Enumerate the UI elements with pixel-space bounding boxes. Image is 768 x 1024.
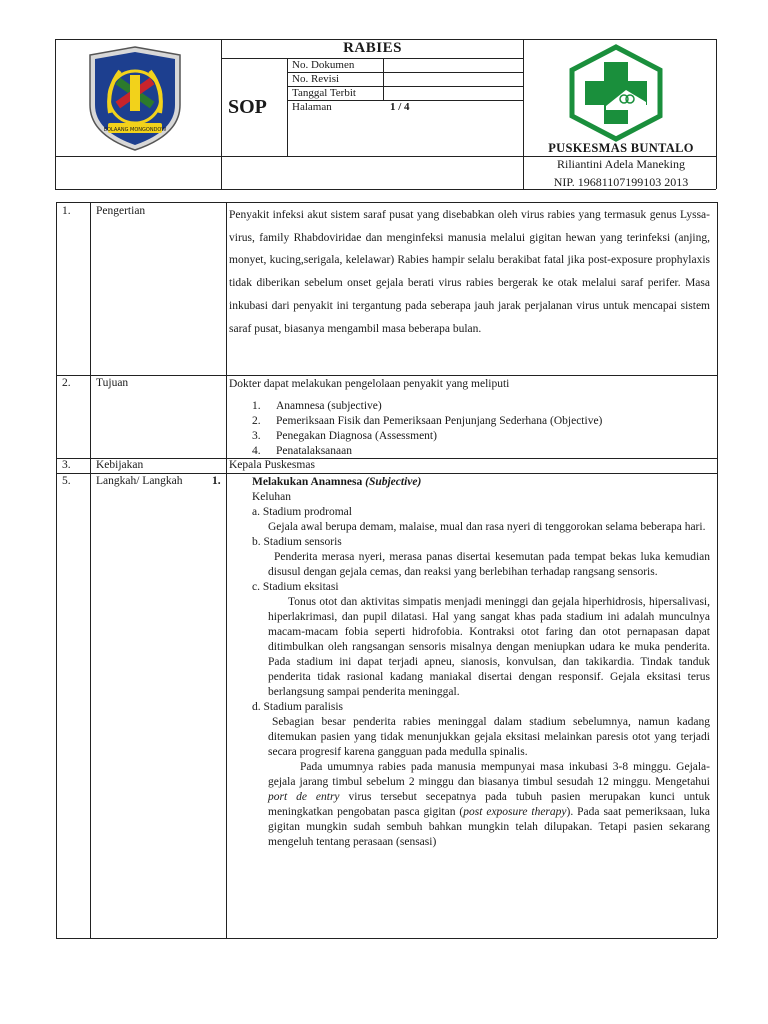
puskesmas-name: PUSKESMAS BUNTALO <box>548 141 694 155</box>
step-number: 1. <box>212 475 221 487</box>
row-langkah-number: 5. <box>62 475 71 487</box>
closing-paragraph: Pada umumnya rabies pada manusia mempunyai masa inkubasi 3-8 minggu. Gejala-gejala jarang timbul sebelum 2 minggu dan biasanya timbul sesudah 12 minggu. Mengetahui port de entry virus tersebut secepatnya pada tubuh pasien merupakan kunci untuk meningkatkan pengobatan pasca gigitan (post exposure therapy). Pada saat pemeriksaan, luka gigitan mungkin sudah sembuh bahkan mungkin telah dilupakan. Tetapi pasien sekarang mengeluh tentang perasaan (sensasi) <box>268 761 711 848</box>
signer-nip: NIP. 19681107199103 2013 <box>553 175 689 189</box>
stage-a-text: Gejala awal berupa demam, malaise, mual dan rasa nyeri di tenggorokan selama beberapa hari. <box>268 521 706 533</box>
row-kebijakan-number: 3. <box>62 459 71 471</box>
list-item: 2. Pemeriksaan Fisik dan Pemeriksaan Penjunjang Sederhana (Objective) <box>252 415 603 427</box>
pengertian-text: Penyakit infeksi akut sistem saraf pusat yang disebabkan oleh virus rabies yang termasuk genus Lyssa-virus, family Rhabdoviridae dan menginfeksi manusia melalui gigitan hewan yang terinfeksi (anjing, monyet, kucing,serigala, kelelawar) Rabies hampir selalu berakibat fatal jika post-exposure prophylaxis tidak diberikan sebelum onset gejala berati virus rabies bergerak ke otak melalui saraf perifer. Masa inkubasi dari penyakit ini tergantung pada seberapa jauh jarak perjalanan virus untuk mencapai sistem saraf pusat, biasanya mengambil masa beberapa bulan. <box>229 209 710 335</box>
list-item: 4. Penatalaksanaan <box>252 445 352 457</box>
bolaang-mongondow-logo <box>86 45 184 152</box>
halaman-label: Halaman <box>292 101 332 113</box>
puskesmas-logo <box>566 44 666 142</box>
row-langkah-label: Langkah/ Langkah <box>96 475 183 487</box>
tujuan-intro: Dokter dapat melakukan pengelolaan penyakit yang meliputi <box>229 378 510 390</box>
tujuan-list <box>252 399 602 459</box>
no-revisi-label: No. Revisi <box>292 73 340 85</box>
stage-b-title: b. Stadium sensoris <box>252 536 342 548</box>
row-pengertian-number: 1. <box>62 205 71 217</box>
langkah-content <box>252 475 710 850</box>
row-tujuan-label: Tujuan <box>96 377 129 389</box>
stage-d-title: d. Stadium paralisis <box>252 701 344 713</box>
no-dokumen-label: No. Dokumen <box>292 59 355 71</box>
tanggal-terbit-label: Tanggal Terbit <box>292 87 356 99</box>
row-kebijakan-label: Kebijakan <box>96 459 144 471</box>
list-item: 3. Penegakan Diagnosa (Assessment) <box>252 430 437 442</box>
stage-a-title: a. Stadium prodromal <box>252 506 352 518</box>
step-title: Melakukan Anamnesa (Subjective) <box>252 476 422 488</box>
document-title: RABIES <box>343 40 402 56</box>
sop-label: SOP <box>228 96 267 118</box>
stage-d-text: Sebagian besar penderita rabies meninggal dalam stadium sebelumnya, namun kadang ditemukan pasien yang tidak menunjukkan gejala eksitasi melainkan paresis otot yang terjadi secara progresif karena gangguan pada medulla spinalis. <box>268 716 710 758</box>
stage-c-title: c. Stadium eksitasi <box>252 581 339 593</box>
logo-caption: BOLAANG MONGONDOW <box>103 127 167 133</box>
halaman-value: 1 / 4 <box>390 101 410 113</box>
list-item: 1. Anamnesa (subjective) <box>252 400 382 412</box>
keluhan-heading: Keluhan <box>252 491 291 503</box>
kebijakan-text: Kepala Puskesmas <box>229 459 315 471</box>
row-pengertian-label: Pengertian <box>96 205 146 217</box>
row-tujuan-number: 2. <box>62 377 71 389</box>
stage-b-text: Penderita merasa nyeri, merasa panas disertai kesemutan pada tempat bekas luka kemudian disusul dengan gejala cemas, dan reaksi yang berlebihan terhadap rangsang sensoris. <box>268 551 710 578</box>
signer-name: Riliantini Adela Maneking <box>557 157 685 171</box>
stage-c-text: Tonus otot dan aktivitas simpatis menjadi meninggi dan gejala hiperhidrosis, hipersalivasi, hiperlakrimasi, dan pupil dilatasi. Hal yang sangat khas pada stadium ini adalah munculnya macam-macam fobia seperti hidrofobia. Kontraksi otot faring dan otot pernapasan dapat ditimbulkan oleh rangsangan sensoris misalnya dengan meniupkan udara ke muka penderita. Pada stadium ini dapat terjadi apneu, sianosis, konvulsan, dan takikardia. Tindak tanduk penderita tidak rasional kadang maniakal disertai dengan responsif. Gejala eksitasi terus berlangsung sampai penderita meninggal. <box>268 596 710 698</box>
